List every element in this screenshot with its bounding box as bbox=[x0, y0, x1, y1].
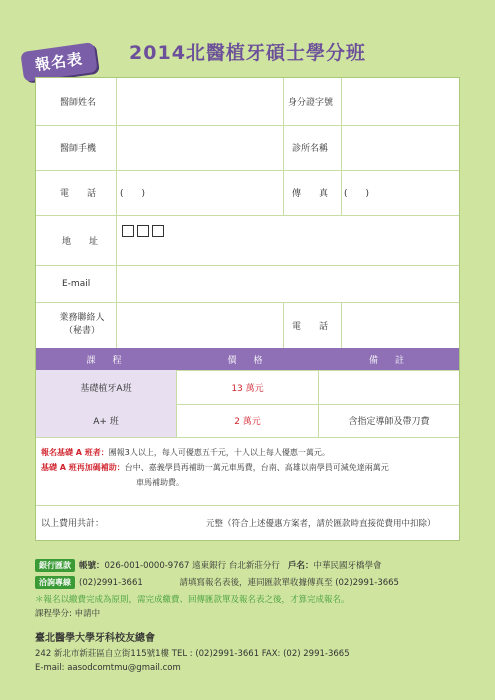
warning-text: ＊報名以繳費完成為原則，需完成繳費、回傳匯款單及報名表之後，才算完成報名。 bbox=[35, 595, 350, 605]
total-label: 以上費用共計： bbox=[41, 519, 105, 529]
row-name-id bbox=[36, 78, 459, 126]
postcode-boxes[interactable] bbox=[122, 215, 167, 265]
bank-account: 026-001-0000-9767 遠東銀行 台北新莊分行 bbox=[104, 561, 280, 571]
promo-plus-text: 台中、嘉義學員再補助一萬元車馬費，台南、高雄以南學員可減免達兩萬元 bbox=[124, 463, 389, 472]
bank-name-label: 戶名： bbox=[287, 561, 314, 571]
org-email: E-mail: aasodcomtmu@gmail.com bbox=[35, 663, 181, 673]
email-input[interactable] bbox=[117, 265, 459, 302]
contact-phone-label: 電 話 bbox=[292, 321, 329, 332]
clinic-input[interactable] bbox=[342, 125, 459, 170]
promo-section bbox=[36, 437, 459, 506]
hotline-phone: (02)2991-3661 bbox=[79, 578, 143, 588]
contact-label bbox=[52, 302, 112, 348]
org-name: 臺北醫學大學牙科校友總會 bbox=[35, 633, 155, 644]
clinic-label: 診所名稱 bbox=[292, 144, 329, 154]
promo-plus-label: 基礎 A 班再加碼補助： bbox=[41, 463, 125, 472]
total-suffix: 元整（符合上述優惠方案者，請於匯款時直接從費用中扣除） bbox=[206, 518, 436, 529]
course-name: A+ 班 bbox=[36, 404, 176, 437]
address-label: 地 址 bbox=[62, 236, 99, 247]
org-address: 242 新北市新莊區自立街115號1樓 TEL : (02)2991-3661 FAX: (02) 2991-3665 bbox=[35, 649, 350, 659]
course-note: 含指定導師及帶刀費 bbox=[348, 417, 430, 427]
contact-label-text: 業務聯絡人 bbox=[59, 313, 105, 323]
row-address bbox=[36, 215, 459, 266]
bank-account-label: 帳號： bbox=[79, 561, 105, 571]
mobile-input[interactable] bbox=[117, 125, 283, 170]
header-note: 備 註 bbox=[368, 355, 408, 366]
email-label: E-mail bbox=[62, 278, 91, 289]
doctor-name-input[interactable] bbox=[117, 78, 283, 125]
promo-a-text: 團報3人以上，每人可優惠五千元，十人以上每人優惠一萬元。 bbox=[108, 448, 330, 457]
header-course: 課 程 bbox=[86, 355, 126, 366]
row-contact bbox=[36, 302, 459, 349]
promo-a bbox=[41, 445, 456, 460]
course-note bbox=[319, 370, 459, 404]
mobile-label: 醫師手機 bbox=[60, 144, 97, 154]
table-row bbox=[36, 404, 459, 438]
contact-phone-input[interactable] bbox=[342, 302, 459, 348]
doctor-name-label: 醫師姓名 bbox=[60, 98, 97, 108]
id-number-label: 身分證字號 bbox=[288, 98, 334, 108]
promo-a-label: 報名基礎 A 班者： bbox=[41, 448, 109, 457]
bank-tag: 銀行匯款 bbox=[35, 559, 75, 572]
hotline-tag: 洽詢專線 bbox=[35, 576, 75, 589]
badge-label: 報名表 bbox=[33, 49, 85, 75]
row-mobile-clinic bbox=[36, 125, 459, 171]
hotline-text: 請填寫報名表後，連同匯款單收據傳真至 (02)2991-3665 bbox=[179, 578, 399, 588]
row-phone-fax bbox=[36, 170, 459, 216]
registration-form bbox=[35, 77, 460, 541]
total-row bbox=[36, 505, 459, 540]
contact-input[interactable] bbox=[117, 302, 283, 348]
price-table-header bbox=[36, 348, 459, 371]
promo-plus-text2: 車馬補助費。 bbox=[136, 478, 184, 487]
total-amount-input[interactable] bbox=[116, 505, 206, 540]
header-price: 價 格 bbox=[227, 355, 267, 366]
course-name: 基礎植牙A班 bbox=[36, 370, 176, 404]
page-title: 2014北醫植牙碩士學分班 bbox=[129, 42, 366, 64]
phone-input[interactable]: ( ) bbox=[120, 189, 146, 199]
course-price: 2 萬元 bbox=[234, 417, 261, 427]
contact-label-sub: （秘書） bbox=[63, 326, 100, 336]
promo-plus bbox=[41, 460, 456, 475]
bank-name: 中華民國牙橋學會 bbox=[313, 561, 382, 571]
fax-label: 傳 真 bbox=[292, 189, 329, 199]
bank-info bbox=[35, 559, 381, 572]
id-number-input[interactable] bbox=[342, 78, 459, 125]
hotline-info bbox=[35, 576, 399, 589]
course-price: 13 萬元 bbox=[231, 383, 264, 394]
row-email bbox=[36, 265, 459, 303]
fax-input[interactable]: ( ) bbox=[344, 189, 370, 199]
phone-label: 電 話 bbox=[60, 189, 97, 199]
credit-text: 課程學分: 申請中 bbox=[35, 609, 101, 619]
table-row bbox=[36, 370, 459, 405]
